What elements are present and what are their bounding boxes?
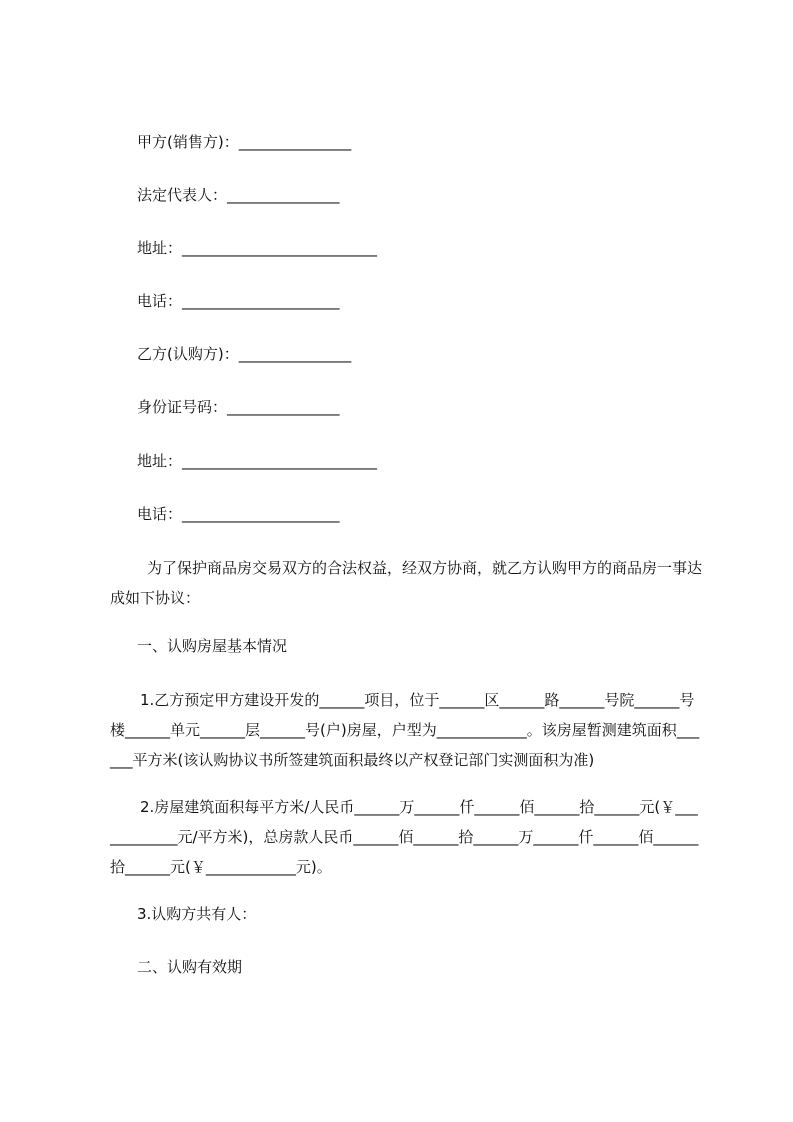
address-b-line (137, 451, 377, 471)
party-b-line (137, 344, 351, 364)
section1-heading: 一、认购房屋基本情况 (137, 637, 288, 655)
id-number-label: 身份证号码： (137, 398, 228, 416)
address-a-label: 地址： (137, 239, 183, 257)
address-a-blank: __________________________ (182, 239, 378, 257)
id-number-blank: _______________ (227, 398, 340, 416)
intro-paragraph: 为了保护商品房交易双方的合法权益，经双方协商，就乙方认购甲方的商品房一事达成如下协议： (110, 559, 703, 607)
legal-rep-line (137, 185, 340, 205)
party-b-label: 乙方(认购方)： (137, 345, 239, 363)
phone-b-blank: _____________________ (182, 505, 340, 523)
id-number-line (137, 397, 340, 417)
legal-rep-label: 法定代表人： (137, 186, 228, 204)
phone-a-line (137, 291, 340, 311)
section1-item1: 1.乙方预定甲方建设开发的______项目，位于______区______路______号院______号楼______单元______层______号(户)房屋，户型为____________。该房屋暂测建筑面积______平方米(该认购协议书所签建筑面积最终以产权登记部门实测面积为准) (110, 691, 700, 769)
phone-b-line (137, 504, 340, 524)
party-a-blank: _______________ (238, 133, 352, 151)
legal-rep-blank: _______________ (227, 186, 340, 204)
section1-item2: 2.房屋建筑面积每平方米/人民币______万______仟______佰______拾______元(￥____________元/平方米)，总房款人民币______佰______拾______万______仟______佰______拾______元(￥____________元)。 (110, 798, 699, 876)
phone-a-label: 电话： (137, 292, 183, 310)
section2-heading: 二、认购有效期 (137, 958, 243, 976)
address-b-label: 地址： (137, 452, 183, 470)
address-b-blank: __________________________ (182, 452, 378, 470)
section1-item3: 3.认购方共有人： (137, 905, 257, 923)
phone-a-blank: _____________________ (182, 292, 340, 310)
party-a-line (137, 132, 351, 152)
party-b-blank: _______________ (238, 345, 352, 363)
party-a-label: 甲方(销售方)： (137, 133, 239, 151)
phone-b-label: 电话： (137, 505, 183, 523)
address-a-line (137, 238, 377, 258)
